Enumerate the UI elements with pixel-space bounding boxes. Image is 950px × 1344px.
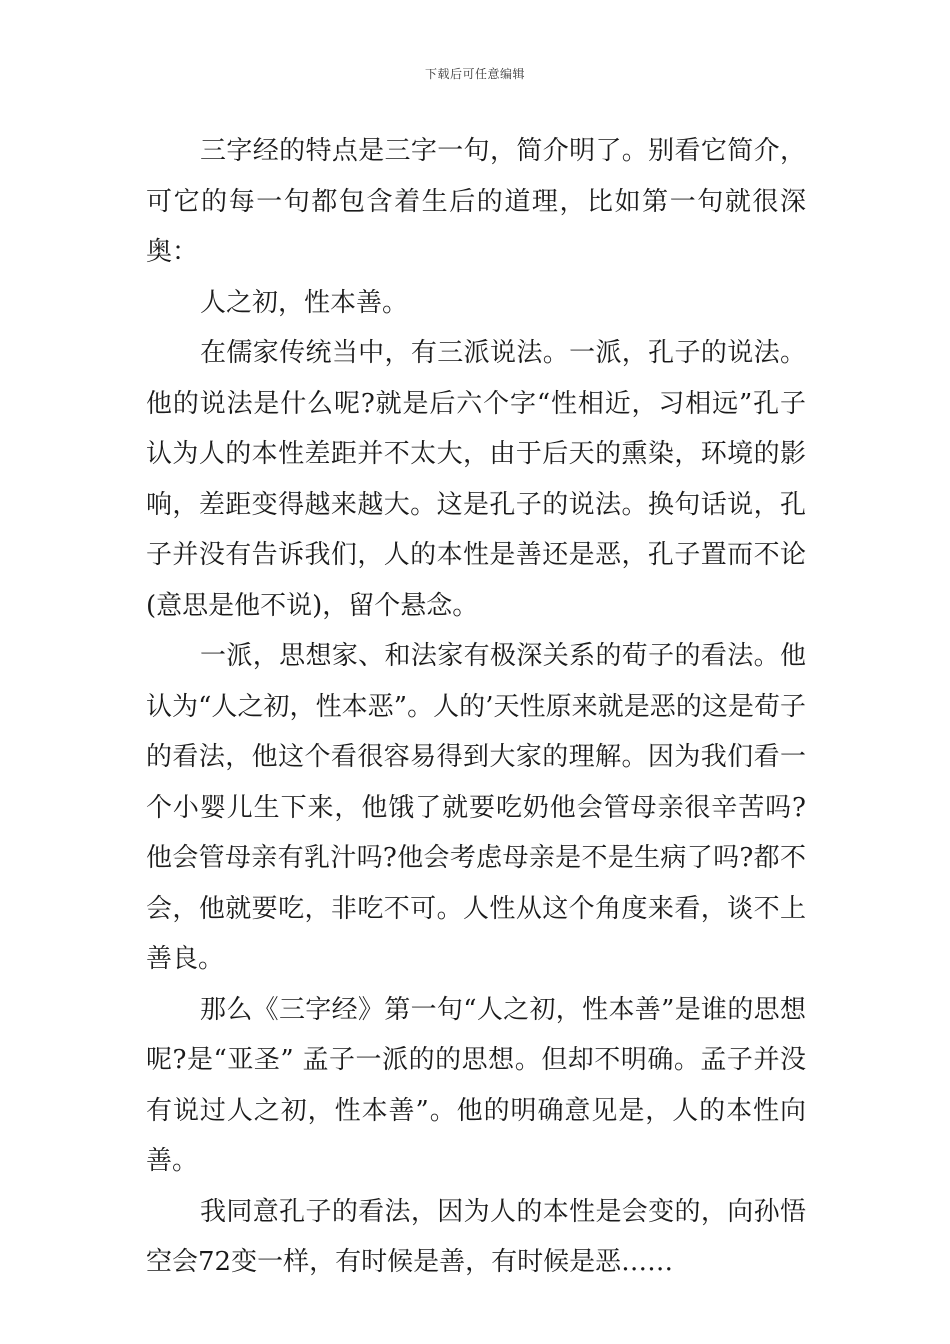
- paragraph-confucius: 在儒家传统当中，有三派说法。一派，孔子的说法。他的说法是什么呢?就是后六个字“性相近，习相远”孔子认为人的本性差距并不太大，由于后天的熏染，环境的影响，差距变得越来越大。这是孔子的说法。换句话说，孔子并没有告诉我们，人的本性是善还是恶，孔子置而不论(意思是他不说)，留个悬念。: [146, 338, 806, 621]
- paragraph-mencius: 那么《三字经》第一句“人之初，性本善”是谁的思想呢?是“亚圣” 孟子一派的的思想。但却不明确。孟子并没有说过人之初，性本善”。他的明确意见是，人的本性向善。: [146, 994, 806, 1176]
- paragraph-quote: 人之初，性本善。: [200, 287, 409, 318]
- paragraph-intro: 三字经的特点是三字一句，简介明了。别看它简介，可它的每一句都包含着生后的道理，比如第一句就很深奥：: [146, 136, 806, 267]
- document-body: [146, 126, 806, 1288]
- paragraph-conclusion: 我同意孔子的看法，因为人的本性是会变的，向孙悟空会72变一样，有时候是善，有时候是恶……: [146, 1196, 806, 1277]
- paragraph-xunzi: 一派，思想家、和法家有极深关系的荀子的看法。他认为“人之初，性本恶”。人的’天性原来就是恶的这是荀子的看法，他这个看很容易得到大家的理解。因为我们看一个小婴儿生下来，他饿了就要吃奶他会管母亲很辛苦吗?他会管母亲有乳汁吗?他会考虑母亲是不是生病了吗?都不会，他就要吃，非吃不可。人性从这个角度来看，谈不上善良。: [146, 641, 806, 974]
- page-header: 下载后可任意编辑: [424, 67, 525, 81]
